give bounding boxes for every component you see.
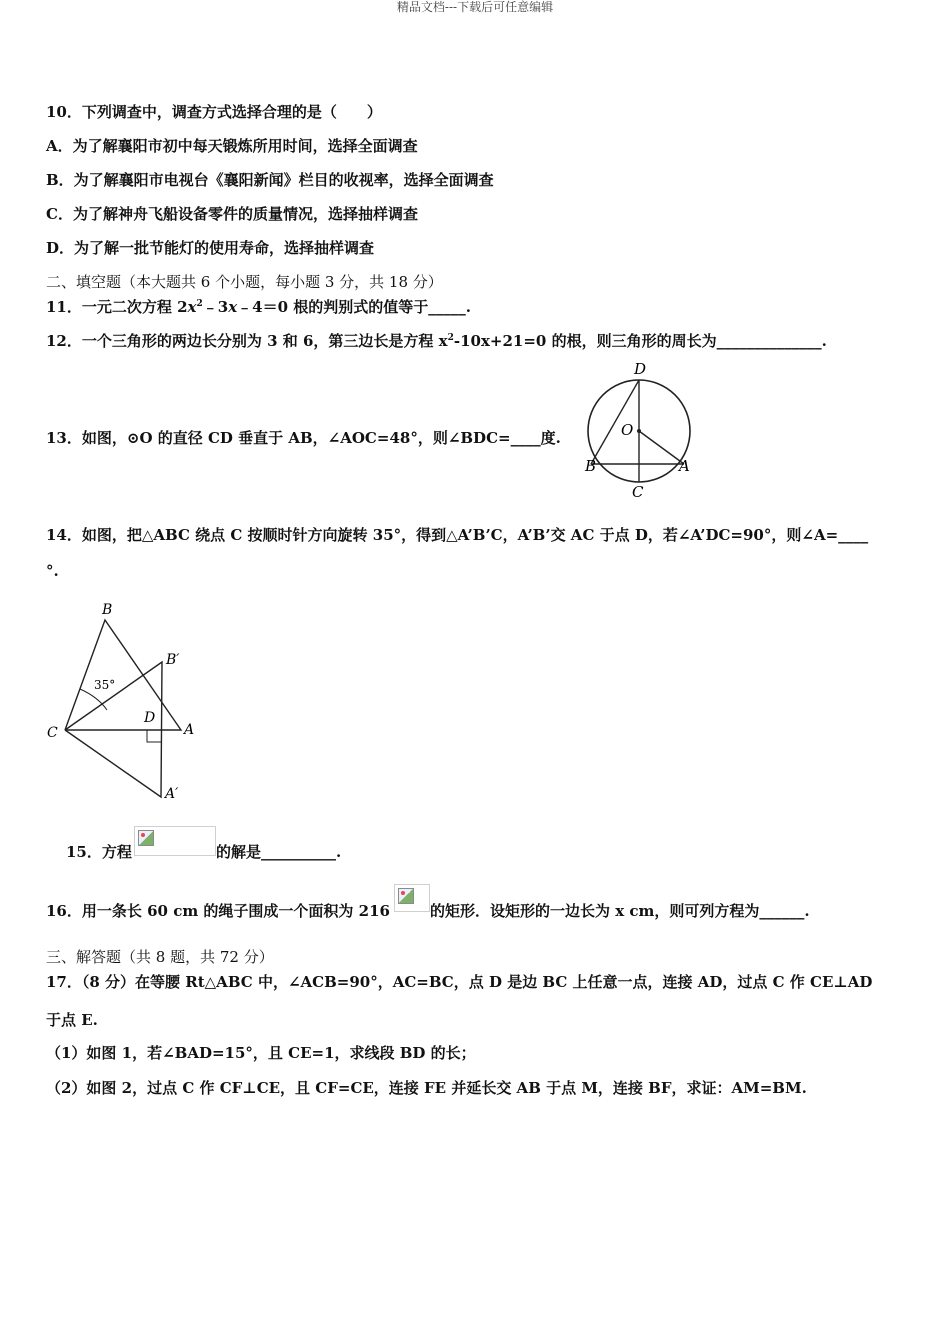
q13-segment-oa (639, 431, 684, 464)
q14-right-angle-mark (147, 730, 161, 742)
q13-label-o: O (621, 421, 634, 439)
broken-image-icon (398, 888, 414, 904)
q14-label-b: B (102, 602, 113, 618)
q17-part1: （1）如图 1，若∠BAD=15°，且 CE=1，求线段 BD 的长； (46, 1044, 476, 1062)
q14-label-a: A (184, 722, 195, 738)
q17-part2: （2）如图 2，过点 C 作 CF⊥CE，且 CF=CE，连接 FE 并延长交 AB 于点 M，连接 BF，求证：AM=BM. (46, 1079, 807, 1097)
q13-label-a: A (679, 457, 690, 475)
q14-label-a-prime: A′ (165, 786, 179, 802)
page-header: 精品文档---下载后可任意编辑 (396, 0, 554, 14)
q10-option-c: C．为了解神舟飞船设备零件的质量情况，选择抽样调查 (46, 205, 418, 223)
q17-line1: 17．（8 分）在等腰 Rt△ABC 中，∠ACB=90°，AC=BC，点 D 是边 BC 上任意一点，连接 AD，过点 C 作 CE⊥AD (46, 973, 873, 991)
q11-var2: x (228, 298, 238, 316)
q13-label-d: D (634, 360, 647, 378)
q11-text (46, 297, 471, 317)
q13-text: 13．如图，⊙O 的直径 CD 垂直于 AB，∠AOC=48°，则∠BDC=____度. (46, 429, 561, 447)
q11-mid: ﹣3 (202, 298, 229, 316)
q11-var: x (187, 298, 197, 316)
q14-triangle-abc (65, 620, 181, 730)
q13-center-point (637, 429, 641, 433)
q11-pre: 11．一元二次方程 2 (46, 298, 188, 316)
q12-pre: 12．一个三角形的两边长分别为 3 和 6，第三边长是方程 x (46, 332, 448, 350)
q15-pre: 15．方程 (66, 843, 132, 861)
q12-text (46, 331, 827, 351)
q16-pre: 16．用一条长 60 cm 的绳子围成一个面积为 216 (46, 902, 390, 920)
q14-label-c: C (47, 725, 58, 741)
q14-label-angle: 35° (94, 678, 116, 692)
q14-text-cont: °. (46, 562, 59, 580)
q12-sup: 2 (447, 333, 454, 343)
q15-equation-image (134, 826, 216, 856)
q16-unit-image (394, 884, 430, 912)
section-2-heading: 二、填空题（本大题共 6 个小题，每小题 3 分，共 18 分） (46, 273, 443, 291)
q10-option-a: A．为了解襄阳市初中每天锻炼所用时间，选择全面调查 (46, 137, 418, 155)
q14-text: 14．如图，把△ABC 绕点 C 按顺时针方向旋转 35°，得到△A’B’C，A’B’交 AC 于点 D，若∠A’DC=90°，则∠A=____ (46, 526, 869, 544)
q16-post: 的矩形．设矩形的一边长为 x cm，则可列方程为______. (430, 902, 810, 920)
q11-post: ﹣4＝0 根的判别式的值等于_____. (237, 298, 471, 316)
q15-post: 的解是__________. (216, 843, 342, 861)
broken-image-icon (138, 830, 154, 846)
q14-triangle-figure (40, 598, 210, 810)
q10-stem: 10．下列调查中，调查方式选择合理的是（ ） (46, 103, 382, 121)
q14-angle-arc (80, 689, 107, 710)
q13-label-c: C (632, 483, 644, 501)
q10-option-d: D．为了解一批节能灯的使用寿命，选择抽样调查 (46, 239, 375, 257)
q13-circle-figure (578, 356, 698, 502)
q14-label-b-prime: B′ (166, 652, 180, 668)
q14-label-d: D (144, 710, 156, 726)
q17-line2: 于点 E. (46, 1011, 98, 1029)
q13-label-b: B (585, 457, 597, 475)
q12-post: -10x+21=0 的根，则三角形的周长为______________. (453, 332, 827, 350)
section-3-heading: 三、解答题（共 8 题，共 72 分） (46, 948, 274, 966)
q11-sup: 2 (196, 299, 203, 309)
q10-option-b: B．为了解襄阳市电视台《襄阳新闻》栏目的收视率，选择全面调查 (46, 171, 494, 189)
